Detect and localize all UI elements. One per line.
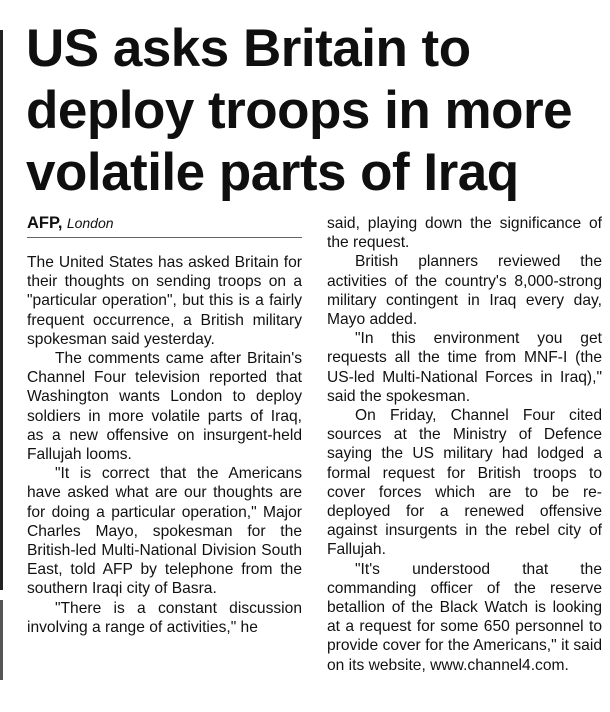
byline-location: London: [66, 215, 114, 231]
column-right: [327, 214, 602, 675]
article-headline: US asks Britain to deploy troops in more volatile parts of Iraq: [26, 19, 573, 202]
clipping-edge-lower: [0, 600, 3, 680]
byline-source: AFP,: [27, 214, 63, 232]
paragraph-1: The United States has asked Britain for their thoughts on sending troops on a "particular operation", but this is a fairly frequent occurrence, a British military spokesman said yesterday.: [27, 254, 302, 348]
clipping-edge: [0, 30, 3, 590]
paragraph-3: "It is correct that the Americans have asked what are our thoughts are for doing a particular operation," Major Charles Mayo, spokesman for the British-led Multi-National Division South East, told AFP by telephone from the southern Iraqi city of Basra.: [27, 465, 302, 598]
paragraph-8: "It's understood that the commanding officer of the reserve betallion of the Black Watch is looking at a request for some 650 personnel to provide cover for the Americans," it said on its website, www.channel4.com.: [327, 560, 602, 674]
column-left: [27, 214, 302, 637]
byline: [27, 214, 302, 233]
paragraph-4: "There is a constant discussion involving a range of activities," he: [27, 599, 302, 636]
paragraph-6: "In this environment you get requests all the time from MNF-I (the US-led Multi-National Forces in Iraq)," said the spokesman.: [327, 330, 602, 405]
paragraph-4-continued: said, playing down the significance of the request.: [327, 215, 602, 252]
paragraph-5: British planners reviewed the activities of the country's 8,000-strong military contingent in Iraq every day, Mayo added.: [327, 253, 602, 329]
paragraph-2: The comments came after Britain's Channel Four television reported that Washington wants London to deploy soldiers in more volatile parts of Iraq, as a new offensive on insurgent-held Fallujah looms.: [27, 350, 302, 464]
paragraph-7: On Friday, Channel Four cited sources at the Ministry of Defence saying the US military had lodged a formal request for British troops to cover forces which are to be re-deployed for a renewed offensive against insurgents in the rebel city of Fallujah.: [327, 407, 602, 559]
